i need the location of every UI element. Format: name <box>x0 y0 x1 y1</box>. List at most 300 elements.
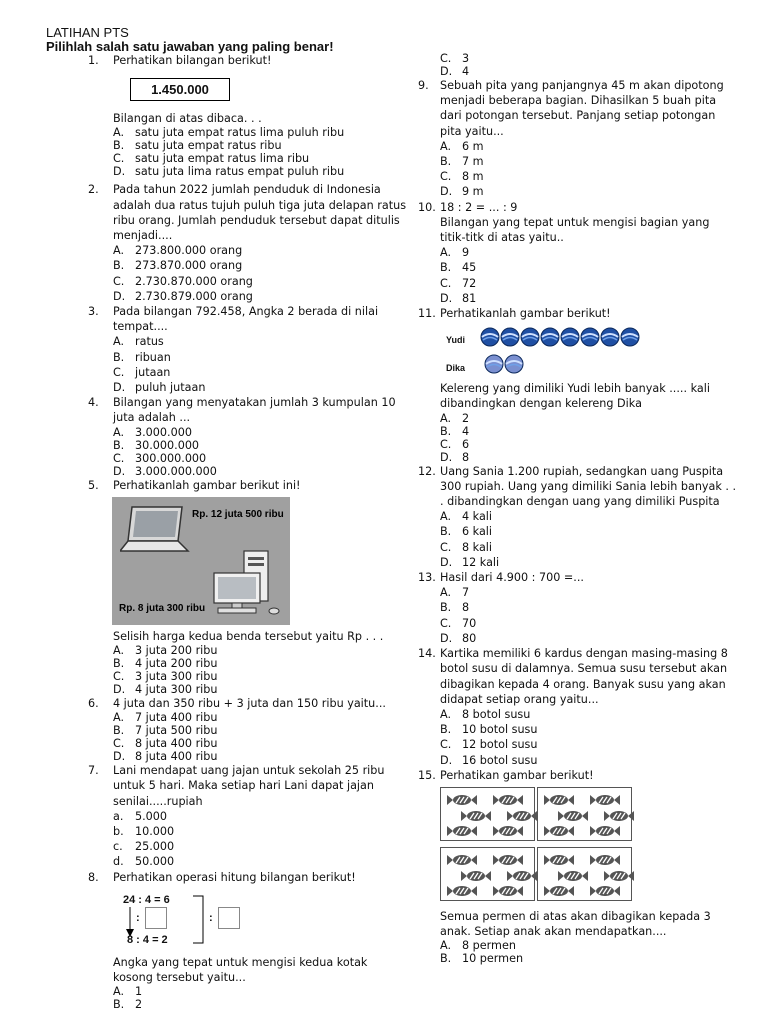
question-number: 7. <box>88 764 99 778</box>
candy-icon <box>493 825 523 837</box>
question-stem: Bilangan di atas dibaca. . . <box>113 112 262 126</box>
option-text: satu juta empat ratus lima ribu <box>135 152 310 166</box>
option[interactable] <box>440 65 738 78</box>
option[interactable] <box>113 657 408 670</box>
option-letter: A. <box>440 586 452 600</box>
question-text: Pada tahun 2022 jumlah penduduk di Indonesia adalah dua ratus tujuh puluh tiga juta delapan ratus ribu orang. Jumlah penduduk tersebut dapat ditulis menjadi.... <box>113 183 407 243</box>
option-text: 25.000 <box>135 840 175 854</box>
option-text: 300.000.000 <box>135 451 207 465</box>
option[interactable] <box>113 258 408 273</box>
colon-sign: : <box>136 911 140 924</box>
option-letter: B. <box>113 657 125 671</box>
option-text: 70 <box>462 616 477 630</box>
option-letter: D. <box>440 65 453 78</box>
option[interactable] <box>440 245 738 260</box>
question-stem: Bilangan yang tepat untuk mengisi bagian yang titik-titk di atas yaitu.. <box>440 215 710 245</box>
question-stem: Selisih harga kedua benda tersebut yaitu Rp . . . <box>113 629 384 643</box>
option-text: 7 m <box>462 155 484 169</box>
question-stem: Semua permen di atas akan dibagikan kepada 3 anak. Setiap anak akan mendapatkan.... <box>440 909 711 939</box>
options <box>440 939 738 965</box>
pc-price-label: Rp. 8 juta 300 ribu <box>119 602 206 614</box>
candy-icon <box>493 794 523 806</box>
option-letter: D. <box>440 450 453 464</box>
question-number: 2. <box>88 183 99 197</box>
question-10 <box>418 200 738 306</box>
option-letter: a. <box>113 809 124 823</box>
candy-icon <box>544 885 574 897</box>
question-number: 12. <box>418 464 436 478</box>
question-stem: Kelereng yang dimiliki Yudi lebih banyak ..... kali dibandingkan dengan kelereng Dika <box>440 382 710 411</box>
option-text: 7 juta 500 ribu <box>135 724 218 738</box>
option-letter: D. <box>440 185 453 199</box>
option-text: 8 juta 400 ribu <box>135 737 218 751</box>
option-letter: C. <box>440 738 452 752</box>
question-number: 1. <box>88 54 99 67</box>
left-column <box>88 53 408 1011</box>
right-column <box>418 52 738 965</box>
name-label: Dika <box>446 363 466 374</box>
name-label: Yudi <box>446 335 466 346</box>
option-letter: B. <box>113 724 125 738</box>
option-text: 2 <box>462 411 470 425</box>
colon-sign: : <box>209 911 213 924</box>
question-number: 6. <box>88 697 99 711</box>
option-text: 81 <box>462 291 477 305</box>
option-letter: A. <box>113 644 125 658</box>
option-text: 2 <box>135 998 143 1012</box>
question-number: 5. <box>88 478 99 492</box>
option-letter: D. <box>113 381 126 395</box>
candy-box <box>537 847 632 901</box>
option[interactable] <box>113 139 408 152</box>
option-text: 30.000.000 <box>135 438 200 452</box>
option[interactable] <box>440 260 738 275</box>
question-text: Lani mendapat uang jajan untuk sekolah 25 ribu untuk 5 hari. Maka setiap hari Lani dapat jajan senilai.....rupiah <box>113 764 385 808</box>
option[interactable] <box>440 540 738 555</box>
option-text: jutaan <box>135 365 171 379</box>
option-text: 2.730.879.000 orang <box>135 289 253 303</box>
option-letter: D. <box>113 464 126 478</box>
marble-icon <box>560 327 580 347</box>
option[interactable] <box>440 154 738 169</box>
candy-icon <box>590 885 620 897</box>
option-letter: A. <box>113 244 125 258</box>
option-letter: B. <box>440 952 452 966</box>
option-letter: D. <box>440 631 453 645</box>
candy-icon <box>447 854 477 866</box>
option-letter: D. <box>440 291 453 305</box>
options <box>113 985 408 1011</box>
option-letter: C. <box>113 274 125 288</box>
option-text: 10.000 <box>135 825 175 839</box>
option-text: satu juta empat ratus ribu <box>135 139 282 153</box>
candy-icon <box>507 870 537 882</box>
option-text: 8 juta 400 ribu <box>135 750 218 764</box>
option-letter: D. <box>440 753 453 767</box>
marble-icon <box>540 327 560 347</box>
option-text: ratus <box>135 335 164 349</box>
page-title: LATIHAN PTS <box>46 25 129 40</box>
option[interactable] <box>113 809 408 824</box>
options <box>440 139 738 200</box>
option[interactable] <box>113 152 408 165</box>
options-continued <box>418 52 738 78</box>
option-text: 5.000 <box>135 809 168 823</box>
option[interactable] <box>113 350 408 365</box>
option-text: 8 <box>462 450 470 464</box>
option[interactable] <box>113 243 408 258</box>
option-letter: C. <box>440 437 452 451</box>
option[interactable] <box>113 750 408 763</box>
option-text: 9 <box>462 246 470 260</box>
option[interactable] <box>113 289 408 304</box>
candy-icon <box>590 825 620 837</box>
question-text: Perhatikan operasi hitung bilangan berikut! <box>113 870 356 884</box>
options <box>113 126 408 178</box>
option[interactable] <box>440 616 738 631</box>
option[interactable] <box>440 585 738 600</box>
option-letter: d. <box>113 855 124 869</box>
option-letter: C. <box>113 670 125 684</box>
equation-top: 24 : 4 = 6 <box>123 893 170 906</box>
option-letter: C. <box>113 365 125 379</box>
option-text: puluh jutaan <box>135 381 206 395</box>
option-text: 3 <box>462 52 470 65</box>
option[interactable] <box>440 555 738 570</box>
price-figure <box>112 497 290 625</box>
marble-icon <box>580 327 600 347</box>
options <box>113 426 408 478</box>
equation-bottom: 8 : 4 = 2 <box>127 933 168 946</box>
option-text: 45 <box>462 261 477 275</box>
candy-icon <box>558 810 588 822</box>
option[interactable] <box>440 600 738 615</box>
option-letter: B. <box>440 424 452 438</box>
question-text: 4 juta dan 350 ribu + 3 juta dan 150 ribu yaitu... <box>113 697 386 711</box>
question-3 <box>88 304 408 395</box>
options <box>440 585 738 646</box>
number-box: 1.450.000 <box>130 78 230 101</box>
option-letter: C. <box>440 616 452 630</box>
marble-icon <box>504 354 524 374</box>
option-text: 8 botol susu <box>462 707 531 721</box>
question-text: Kartika memiliki 6 kardus dengan masing-masing 8 botol susu di dalamnya. Semua susu tersebut akan dibagikan kepada 4 orang. Banyak susu yang akan didapat setiap orang yaitu... <box>440 647 728 706</box>
option[interactable] <box>440 451 738 464</box>
option[interactable] <box>440 631 738 646</box>
option-text: 3.000.000 <box>135 425 192 439</box>
option-letter: D. <box>113 165 126 179</box>
option[interactable] <box>440 722 738 737</box>
options <box>113 809 408 870</box>
option-letter: A. <box>440 139 452 153</box>
marble-icon <box>620 327 640 347</box>
question-number: 11. <box>418 307 436 321</box>
option[interactable] <box>113 274 408 289</box>
option-letter: A. <box>440 411 452 425</box>
question-text: Sebuah pita yang panjangnya 45 m akan dipotong menjadi beberapa bagian. Dihasilkan 5 buah pita dari potongan tersebut. Panjang setiap potongan pita yaitu... <box>440 79 724 138</box>
option-text: 4 <box>462 65 470 78</box>
option-text: 2.730.870.000 orang <box>135 274 253 288</box>
question-text: Perhatikanlah gambar berikut ini! <box>113 478 301 492</box>
option[interactable] <box>113 854 408 869</box>
candy-box <box>440 787 535 841</box>
option-text: 80 <box>462 631 477 645</box>
options <box>440 245 738 306</box>
question-text: Perhatikan bilangan berikut! <box>113 54 272 67</box>
question-number: 3. <box>88 305 99 319</box>
option-text: 10 botol susu <box>462 723 538 737</box>
question-6 <box>88 696 408 763</box>
option-letter: C. <box>113 737 125 751</box>
marble-icon <box>520 327 540 347</box>
option[interactable] <box>440 939 738 952</box>
option[interactable] <box>440 707 738 722</box>
option[interactable] <box>440 753 738 768</box>
options <box>113 334 408 395</box>
options <box>440 412 738 464</box>
option-text: 4 juta 300 ribu <box>135 683 218 697</box>
question-11 <box>418 306 738 464</box>
option-letter: A. <box>440 510 452 524</box>
option[interactable] <box>113 426 408 439</box>
option[interactable] <box>440 952 738 965</box>
option-letter: B. <box>113 259 125 273</box>
laptop-icon <box>120 505 190 555</box>
option-letter: C. <box>440 170 452 184</box>
option-text: 7 <box>462 586 470 600</box>
question-8 <box>88 870 408 1012</box>
candy-icon <box>558 870 588 882</box>
option-text: 10 permen <box>462 952 524 966</box>
options <box>113 711 408 763</box>
laptop-price-label: Rp. 12 juta 500 ribu <box>192 508 284 520</box>
option-letter: D. <box>113 683 126 697</box>
candy-icon <box>544 794 574 806</box>
question-number: 4. <box>88 396 99 410</box>
option[interactable] <box>440 524 738 539</box>
option-letter: C. <box>440 276 452 290</box>
options <box>440 707 738 768</box>
option-text: satu juta empat ratus lima puluh ribu <box>135 126 345 140</box>
question-number: 10. <box>418 200 436 214</box>
question-2 <box>88 182 408 304</box>
option[interactable] <box>113 380 408 395</box>
option-letter: A. <box>113 425 125 439</box>
option-text: 16 botol susu <box>462 753 538 767</box>
candy-icon <box>544 854 574 866</box>
marble-icon <box>484 354 504 374</box>
option[interactable] <box>113 683 408 696</box>
marble-icon <box>480 327 500 347</box>
option[interactable] <box>440 509 738 524</box>
option[interactable] <box>440 737 738 752</box>
option-text: ribuan <box>135 350 171 364</box>
question-1 <box>88 53 408 178</box>
option-text: 3 juta 200 ribu <box>135 644 218 658</box>
option-letter: C. <box>440 52 452 65</box>
option-letter: D. <box>440 555 453 569</box>
empty-box[interactable] <box>218 907 240 929</box>
question-text: Perhatikanlah gambar berikut! <box>440 307 611 321</box>
candy-icon <box>493 854 523 866</box>
question-text: Uang Sania 1.200 rupiah, sedangkan uang Puspita 300 rupiah. Uang yang dimiliki Sania lebih banyak . . . dibandingkan dengan uang yang dimiliki Puspita <box>440 464 737 509</box>
options <box>113 644 408 696</box>
candy-icon <box>590 854 620 866</box>
option-letter: B. <box>113 139 125 153</box>
empty-box[interactable] <box>145 907 167 929</box>
question-text: Hasil dari 4.900 : 700 =... <box>440 571 584 585</box>
option[interactable] <box>113 824 408 839</box>
option-letter: D. <box>113 750 126 764</box>
question-4 <box>88 395 408 477</box>
desktop-computer-icon <box>210 549 290 619</box>
options <box>113 243 408 304</box>
option-text: 4 juta 200 ribu <box>135 657 218 671</box>
candy-icon <box>544 825 574 837</box>
question-15 <box>418 768 738 966</box>
option[interactable] <box>113 165 408 178</box>
options <box>440 509 738 570</box>
option[interactable] <box>440 425 738 438</box>
option-letter: A. <box>113 126 125 140</box>
candy-icon <box>493 885 523 897</box>
option[interactable] <box>113 670 408 683</box>
candy-box <box>537 787 632 841</box>
option-text: 4 <box>462 424 470 438</box>
marbles-row-yudi <box>480 327 640 351</box>
question-9 <box>418 78 738 200</box>
option-text: 3 juta 300 ribu <box>135 670 218 684</box>
option-text: 50.000 <box>135 855 175 869</box>
option-letter: B. <box>440 525 452 539</box>
candy-icon <box>447 825 477 837</box>
question-text: Perhatikan gambar berikut! <box>440 768 594 782</box>
candy-icon <box>461 870 491 882</box>
marble-icon <box>500 327 520 347</box>
question-number: 9. <box>418 79 429 92</box>
option[interactable] <box>113 644 408 657</box>
option-letter: B. <box>440 601 452 615</box>
option-letter: C. <box>113 152 125 166</box>
option[interactable] <box>440 412 738 425</box>
option-text: 8 kali <box>462 540 493 554</box>
option-text: 9 m <box>462 185 484 199</box>
option-letter: A. <box>440 246 452 260</box>
option[interactable] <box>113 334 408 349</box>
candy-icon <box>447 885 477 897</box>
question-14 <box>418 646 738 768</box>
option-text: 8 m <box>462 170 484 184</box>
option[interactable] <box>113 998 408 1011</box>
option-text: 6 kali <box>462 525 493 539</box>
option[interactable] <box>440 276 738 291</box>
option-text: 6 <box>462 437 470 451</box>
question-12 <box>418 464 738 570</box>
option-letter: A. <box>440 707 452 721</box>
question-13 <box>418 570 738 646</box>
option-letter: C. <box>113 451 125 465</box>
option-text: 8 permen <box>462 939 516 953</box>
option[interactable] <box>113 365 408 380</box>
option[interactable] <box>113 452 408 465</box>
instructions: Pilihlah salah satu jawaban yang paling benar! <box>46 39 334 54</box>
option[interactable] <box>113 737 408 750</box>
option[interactable] <box>440 438 738 451</box>
option[interactable] <box>113 711 408 724</box>
candy-box <box>440 847 535 901</box>
option-letter: A. <box>440 939 452 953</box>
question-number: 15. <box>418 768 436 782</box>
candy-icon <box>461 810 491 822</box>
question-stem: Angka yang tepat untuk mengisi kedua kotak kosong tersebut yaitu... <box>113 955 368 985</box>
question-text: 18 : 2 = ... : 9 <box>440 200 518 214</box>
option-text: 273.870.000 orang <box>135 259 243 273</box>
question-text: Bilangan yang menyatakan jumlah 3 kumpulan 10 juta adalah ... <box>113 396 396 425</box>
marbles-figure <box>440 323 738 379</box>
option-letter: B. <box>113 998 125 1012</box>
option-text: 273.800.000 orang <box>135 244 243 258</box>
option-text: 1 <box>135 985 143 999</box>
option[interactable] <box>440 139 738 154</box>
option-text: 12 botol susu <box>462 738 538 752</box>
option-letter: D. <box>113 289 126 303</box>
marbles-row-dika <box>484 354 524 378</box>
option-text: 8 <box>462 601 470 615</box>
candy-icon <box>590 794 620 806</box>
option-letter: A. <box>113 985 125 999</box>
question-number: 13. <box>418 571 436 585</box>
division-figure <box>123 891 408 951</box>
option-letter: B. <box>440 155 452 169</box>
option[interactable] <box>113 465 408 478</box>
option[interactable] <box>440 169 738 184</box>
option[interactable] <box>113 126 408 139</box>
option[interactable] <box>440 291 738 306</box>
option-letter: B. <box>113 438 125 452</box>
option-letter: B. <box>440 261 452 275</box>
option[interactable] <box>113 839 408 854</box>
option-text: 12 kali <box>462 555 500 569</box>
option[interactable] <box>440 52 738 65</box>
option-text: 3.000.000.000 <box>135 464 217 478</box>
option[interactable] <box>113 985 408 998</box>
question-number: 14. <box>418 647 436 661</box>
marble-icon <box>600 327 620 347</box>
option[interactable] <box>113 439 408 452</box>
option-letter: A. <box>113 711 125 725</box>
option-letter: C. <box>440 540 452 554</box>
option-letter: A. <box>113 335 125 349</box>
option-text: 72 <box>462 276 477 290</box>
question-5 <box>88 478 408 696</box>
candy-figure <box>440 787 738 905</box>
question-number: 8. <box>88 870 99 884</box>
option[interactable] <box>440 184 738 199</box>
option-letter: c. <box>113 840 123 854</box>
candy-icon <box>604 810 634 822</box>
candy-icon <box>507 810 537 822</box>
question-7 <box>88 763 408 869</box>
candy-icon <box>447 794 477 806</box>
option-letter: b. <box>113 825 124 839</box>
option-text: satu juta lima ratus empat puluh ribu <box>135 165 345 179</box>
option-text: 6 m <box>462 139 484 153</box>
option-text: 4 kali <box>462 510 493 524</box>
option-letter: B. <box>113 350 125 364</box>
candy-icon <box>604 870 634 882</box>
option[interactable] <box>113 724 408 737</box>
question-text: Pada bilangan 792.458, Angka 2 berada di nilai tempat.... <box>113 305 379 334</box>
